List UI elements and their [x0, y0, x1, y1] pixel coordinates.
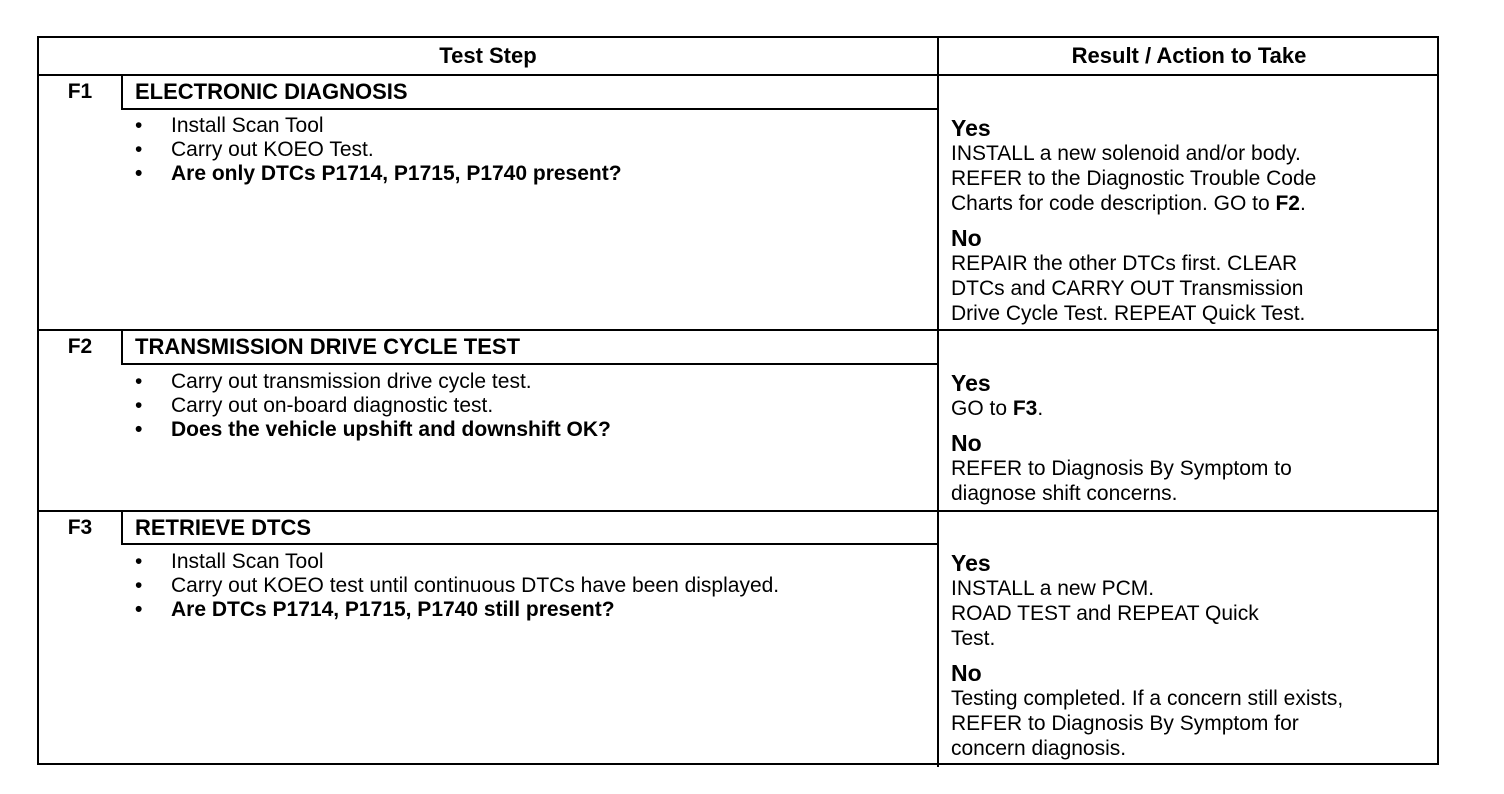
f2-id-divider	[121, 329, 123, 365]
no-label: No	[951, 225, 982, 251]
column-divider	[937, 38, 939, 767]
no-label: No	[951, 430, 982, 456]
goto-step: F3	[1012, 397, 1038, 420]
f1-id-divider	[121, 74, 123, 110]
no-line: Drive Cycle Test. REPEAT Quick Test.	[951, 302, 1306, 325]
no-line: REFER to Diagnosis By Symptom to	[951, 457, 1292, 480]
diagnostic-table	[37, 36, 1439, 765]
list-item: • Install Scan Tool	[135, 550, 795, 574]
yes-label: Yes	[951, 370, 991, 396]
list-item: • Carry out on-board diagnostic test.	[135, 394, 835, 418]
f2-title-rule	[121, 363, 937, 365]
header-result-action: Result / Action to Take	[1071, 43, 1307, 68]
step-id: F2	[67, 335, 93, 358]
yes-line: ROAD TEST and REPEAT Quick	[951, 602, 1259, 625]
step-title: TRANSMISSION DRIVE CYCLE TEST	[135, 334, 521, 359]
header-test-step: Test Step	[439, 43, 537, 68]
no-line: DTCs and CARRY OUT Transmission	[951, 277, 1304, 300]
no-line: Testing completed. If a concern still exists,	[951, 687, 1344, 710]
f1-title-rule	[121, 108, 937, 110]
yes-line: INSTALL a new PCM.	[951, 577, 1155, 600]
yes-line: Test.	[951, 627, 996, 650]
f3-id-divider	[121, 510, 123, 545]
step-title: ELECTRONIC DIAGNOSIS	[135, 79, 408, 104]
step-title: RETRIEVE DTCS	[135, 515, 312, 540]
result-block	[951, 371, 1439, 506]
goto-step: F2	[1275, 192, 1300, 215]
no-line: REFER to Diagnosis By Symptom for	[951, 712, 1299, 735]
f3-title-rule	[121, 543, 937, 545]
step-items	[135, 550, 795, 622]
no-line: concern diagnosis.	[951, 737, 1127, 760]
yes-label: Yes	[951, 115, 991, 141]
yes-line: REFER to the Diagnostic Trouble Code	[951, 167, 1317, 190]
step-items	[135, 370, 835, 442]
no-label: No	[951, 660, 982, 686]
list-item: • Are DTCs P1714, P1715, P1740 still present?	[135, 598, 795, 622]
step-id: F3	[67, 516, 93, 539]
yes-line: Charts for code description. GO to F2.	[951, 192, 1306, 215]
no-line: REPAIR the other DTCs first. CLEAR	[951, 252, 1298, 275]
yes-line: INSTALL a new solenoid and/or body.	[951, 142, 1301, 165]
yes-label: Yes	[951, 550, 991, 576]
step-id: F1	[67, 80, 93, 103]
result-block	[951, 551, 1439, 761]
result-block	[951, 116, 1439, 326]
list-item: • Carry out transmission drive cycle test.	[135, 370, 835, 394]
yes-line: GO to F3.	[951, 397, 1044, 420]
list-item: • Are only DTCs P1714, P1715, P1740 present?	[135, 162, 835, 186]
list-item: • Carry out KOEO Test.	[135, 138, 835, 162]
list-item: • Carry out KOEO test until continuous DTCs have been displayed.	[135, 574, 795, 598]
step-items	[135, 114, 835, 186]
no-line: diagnose shift concerns.	[951, 482, 1178, 505]
list-item: • Install Scan Tool	[135, 114, 835, 138]
list-item: • Does the vehicle upshift and downshift OK?	[135, 418, 835, 442]
